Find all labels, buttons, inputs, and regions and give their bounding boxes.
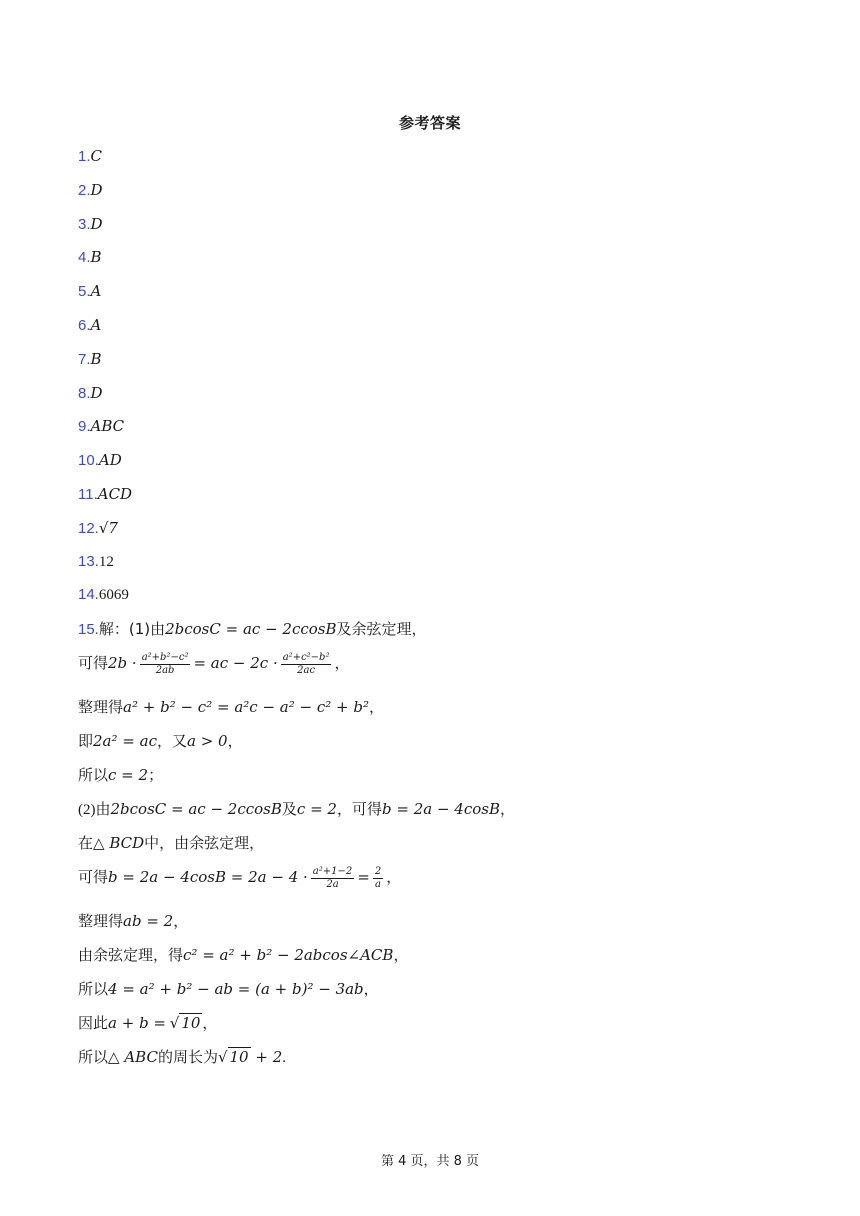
q15-line-8: 可得b = 2a − 4cosB = 2a − 4 · $\frac{\text{a²+1−2}}{2a}$ = $\frac{2}{a}$ ，: [78, 866, 402, 891]
q15-line-10: 由余弦定理，得c² = a² + b² − 2abcos∠ACB，: [78, 946, 409, 964]
answer-number: 1.: [78, 148, 91, 165]
answer-value: ACD: [97, 485, 133, 503]
answer-value: D: [90, 383, 103, 402]
answer-value: C: [90, 147, 102, 165]
q15-line-13: 所以△ ABC的周长为√ 10 + 2.: [78, 1048, 287, 1066]
q15-line-4: 即2a² = ac，又a > 0，: [78, 732, 243, 750]
answer-value: A: [90, 282, 102, 301]
answer-number: 13.: [78, 552, 99, 570]
answer-item: [78, 484, 132, 505]
fraction: $\frac{\text{a²+c²−b²}}{2ac}$: [282, 652, 330, 677]
answer-item: [78, 247, 102, 268]
answer-number: 15.: [78, 621, 99, 638]
answer-value: ABC: [90, 417, 125, 436]
answer-number: 7.: [78, 350, 91, 368]
answer-item: [78, 146, 102, 167]
answer-value: B: [90, 248, 102, 267]
answer-value: 12: [98, 553, 114, 570]
answer-value: A: [90, 316, 102, 334]
q15-line-2: 可得2b · $\frac{\text{a²+b²−c²}}{2ab}$ = ac − 2c · $\frac{\text{a²+c²−b²}}{2ac}$ ，: [78, 652, 350, 677]
answer-value: AD: [98, 451, 122, 470]
answer-number: 10.: [78, 452, 99, 470]
sqrt: √ 10: [169, 1014, 201, 1032]
answer-item: [78, 552, 114, 572]
answer-item: [78, 180, 103, 201]
q15-line-9: 整理得ab = 2，: [78, 912, 189, 930]
answer-number: 11.: [78, 486, 98, 503]
page-title: 参考答案: [398, 114, 461, 132]
answer-value: 6069: [98, 587, 129, 604]
answer-number: 14.: [78, 586, 99, 604]
answer-item: [78, 349, 102, 370]
q15-line-6: (2)由2bcosC = ac − 2ccosB及c = 2，可得b = 2a − 4cosB，: [78, 800, 516, 818]
answer-number: 5.: [78, 283, 91, 301]
answer-item: [78, 383, 103, 404]
sqrt: √ 10: [217, 1048, 249, 1066]
answer-number: 8.: [78, 384, 91, 402]
answer-number: 4.: [78, 249, 91, 267]
answer-number: 3.: [78, 215, 91, 233]
answer-number: 9.: [78, 418, 91, 436]
answer-number: 12.: [78, 519, 99, 537]
answer-value: D: [90, 214, 103, 233]
q15-line-3: 整理得a² + b² − c² = a²c − a² − c² + b²，: [78, 698, 384, 716]
q15-line-11: 所以4 = a² + b² − ab = (a + b)² − 3ab，: [78, 980, 379, 998]
answer-value: B: [90, 349, 102, 368]
answer-item: [78, 518, 118, 539]
answer-value: √7: [98, 518, 118, 537]
fraction: $\frac{2}{a}$: [374, 866, 382, 891]
q15-line-5: 所以c = 2；: [78, 766, 164, 784]
q15-line-1: 15.解：(1)由2bcosC = ac − 2ccosB及余弦定理，: [78, 620, 427, 638]
q15-line-7: 在△ BCD中，由余弦定理，: [78, 834, 265, 852]
fraction: $\frac{\text{a²+b²−c²}}{2ab}$: [141, 652, 189, 677]
answer-number: 2.: [78, 181, 91, 199]
answer-item: [78, 585, 129, 605]
answer-item: [78, 281, 101, 302]
answer-number: 6.: [78, 317, 91, 334]
page-footer: 第 4 页，共 8 页: [380, 1154, 480, 1169]
answer-item: [78, 214, 103, 235]
answer-item: [78, 315, 101, 336]
q15-line-12: 因此a + b = √ 10 ，: [78, 1014, 218, 1032]
answer-item: [78, 416, 124, 437]
fraction: $\frac{\text{a²+1−2}}{2a}$: [312, 866, 353, 891]
answer-value: D: [90, 180, 103, 199]
answer-item: [78, 450, 122, 471]
